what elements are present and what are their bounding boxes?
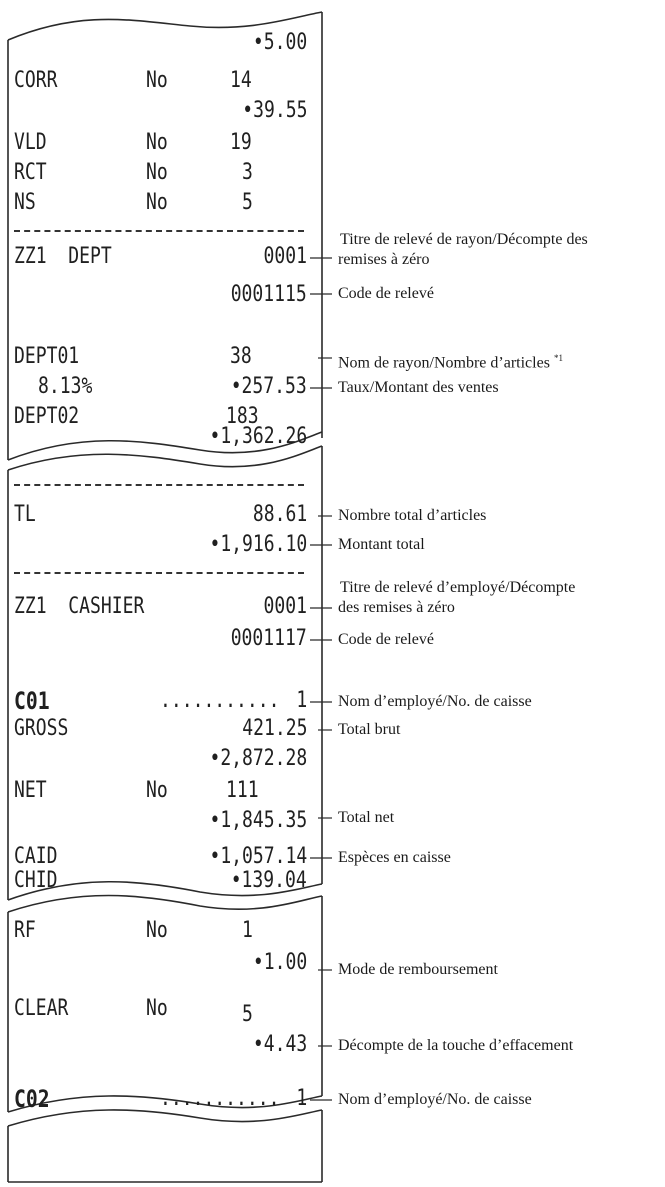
receipt-tear-wave-2b xyxy=(8,896,322,913)
receipt-tear-wave-3b xyxy=(8,1110,322,1126)
zz1-cashier-counter: 0001 xyxy=(263,594,307,619)
c02-dots: ........... xyxy=(160,1086,280,1111)
separator-2 xyxy=(14,484,304,486)
annotation-clerk-register-2: Nom d’employé/No. de caisse xyxy=(338,1091,532,1108)
annotation-dept-name-count-text: Nom de rayon/Nombre d’articles xyxy=(338,354,550,372)
rf-amount: •1.00 xyxy=(252,950,307,975)
c02-register: 1 xyxy=(296,1086,307,1111)
separator-1 xyxy=(14,230,304,232)
zz1-cashier-title: ZZ1 CASHIER xyxy=(14,594,145,619)
net-label: NET xyxy=(14,778,47,803)
footnote-mark: *1 xyxy=(553,353,563,363)
annotation-refund-mode: Mode de remboursement xyxy=(338,961,498,978)
dept01-rate: 8.13% xyxy=(38,374,93,399)
separator-3 xyxy=(14,572,304,574)
c01-label: C01 xyxy=(14,687,50,715)
rf-no: No xyxy=(146,918,168,943)
gross-label: GROSS xyxy=(14,716,69,741)
dept01-count: 38 xyxy=(230,344,252,369)
zz1-dept-code: 0001115 xyxy=(230,282,307,307)
chid-label: CHID xyxy=(14,868,58,893)
caid-label: CAID xyxy=(14,844,58,869)
corr-label: CORR xyxy=(14,68,58,93)
net-count: 111 xyxy=(226,778,259,803)
dept01-label: DEPT01 xyxy=(14,344,80,369)
gross-amount: •2,872.28 xyxy=(209,746,307,771)
annotation-clerk-register-1: Nom d’employé/No. de caisse xyxy=(338,693,532,710)
zz1-cashier-code: 0001117 xyxy=(230,626,307,651)
c01-register: 1 xyxy=(296,688,307,713)
amount-top: •5.00 xyxy=(252,30,307,55)
chid-amount: •139.04 xyxy=(230,868,307,893)
rct-no: No xyxy=(146,160,168,185)
ns-count: 5 xyxy=(242,190,253,215)
vld-no: No xyxy=(146,130,168,155)
zz1-dept-counter: 0001 xyxy=(263,244,307,269)
rct-count: 3 xyxy=(242,160,253,185)
annotation-report-code-1: Code de relevé xyxy=(338,285,434,302)
annotation-rate-amount: Taux/Montant des ventes xyxy=(338,379,499,396)
clear-count: 5 xyxy=(242,1002,253,1027)
clear-label: CLEAR xyxy=(14,996,69,1021)
corr-amount: •39.55 xyxy=(241,98,307,123)
clear-amount: •4.43 xyxy=(252,1032,307,1057)
annotation-clear-count: Décompte de la touche d’effacement xyxy=(338,1037,574,1054)
zz1-dept-title: ZZ1 DEPT xyxy=(14,244,112,269)
annotation-cashier-title-line-2: des remises à zéro xyxy=(338,599,455,616)
c02-label: C02 xyxy=(14,1085,50,1113)
rf-count: 1 xyxy=(242,918,253,943)
tl-label: TL xyxy=(14,502,36,527)
corr-no: No xyxy=(146,68,168,93)
clear-no: No xyxy=(146,996,168,1021)
annotation-cashier-title-line-1: Titre de relevé d’employé/Décompte xyxy=(340,579,576,596)
annotation-gross-total: Total brut xyxy=(338,721,401,738)
dept02-amount: •1,362.26 xyxy=(209,424,307,449)
annotation-report-code-2: Code de relevé xyxy=(338,631,434,648)
ns-no: No xyxy=(146,190,168,215)
vld-count: 19 xyxy=(230,130,252,155)
gross-count: 421.25 xyxy=(241,716,307,741)
dept02-label: DEPT02 xyxy=(14,404,80,429)
annotation-cash-in-drawer: Espèces en caisse xyxy=(338,849,451,866)
rct-label: RCT xyxy=(14,160,47,185)
dept02-count: 183 xyxy=(226,404,259,429)
ns-label: NS xyxy=(14,190,36,215)
tl-amount: •1,916.10 xyxy=(209,532,307,557)
annotation-dept-name-count xyxy=(338,348,563,373)
net-no: No xyxy=(146,778,168,803)
net-amount: •1,845.35 xyxy=(209,808,307,833)
vld-label: VLD xyxy=(14,130,47,155)
annotation-total-amount: Montant total xyxy=(338,536,425,553)
annotation-dept-title-line-2: remises à zéro xyxy=(338,251,430,268)
caid-amount: •1,057.14 xyxy=(209,844,307,869)
annotation-total-items: Nombre total d’articles xyxy=(338,507,487,524)
tl-count: 88.61 xyxy=(252,502,307,527)
corr-count: 14 xyxy=(230,68,252,93)
c01-dots: ........... xyxy=(160,688,280,713)
annotation-net-total: Total net xyxy=(338,809,395,826)
rf-label: RF xyxy=(14,918,36,943)
dept01-amount: •257.53 xyxy=(230,374,307,399)
annotation-dept-title-line-1: Titre de relevé de rayon/Décompte des xyxy=(340,231,588,248)
